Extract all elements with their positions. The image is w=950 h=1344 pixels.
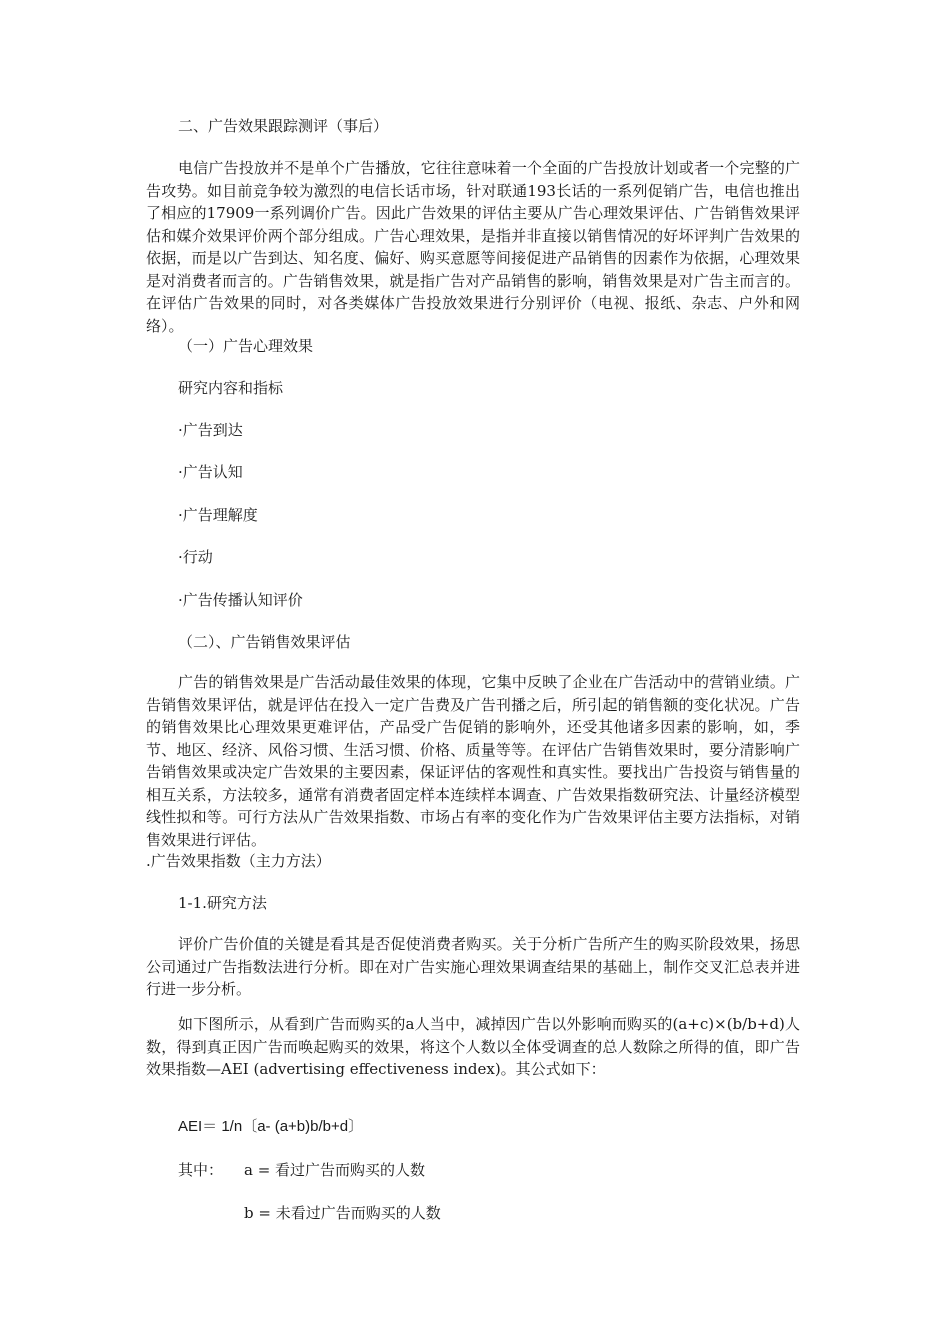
figure-paragraph: 如下图所示，从看到广告而购买的a人当中，减掉因广告以外影响而购买的(a+c)×(b/b+d)人数，得到真正因广告而唤起购买的效果，将这个人数以全体受调查的总人数除之所得的值，即广告效果指数—AEI (advertising effectiveness index)。其公式如下： — [146, 1015, 800, 1078]
intro-paragraph: 电信广告投放并不是单个广告播放，它往往意味着一个全面的广告投放计划或者一个完整的广告攻势。如目前竞争较为激烈的电信长话市场，针对联通193长话的一系列促销广告，电信也推出了相应的17909一系列调价广告。因此广告效果的评估主要从广告心理效果评估、广告销售效果评估和媒介效果评价两个部分组成。广告心理效果，是指并非直接以销售情况的好坏评判广告效果的依据，而是以广告到达、知名度、偏好、购买意愿等间接促进产品销售的因素作为依据，心理效果是对消费者而言的。广告销售效果，就是指广告对产品销售的影响，销售效果是对广告主而言的。在评估广告效果的同时，对各类媒体广告投放效果进行分别评价（电视、报纸、杂志、户外和网络）。 — [146, 159, 800, 335]
indicator-item: ·广告传播认知评价 — [178, 591, 303, 609]
definition-b: b = 未看过广告而购买的人数 — [244, 1204, 441, 1222]
subsection-title-sales: （二）、广告销售效果评估 — [178, 633, 351, 651]
method-paragraph: 评价广告价值的关键是看其是否促使消费者购买。关于分析广告所产生的购买阶段效果，扬思公司通过广告指数法进行分析。即在对广告实施心理效果调查结果的基础上，制作交叉汇总表并进行进一步分析。 — [146, 935, 800, 998]
sales-paragraph: 广告的销售效果是广告活动最佳效果的体现，它集中反映了企业在广告活动中的营销业绩。广告销售效果评估，就是评估在投入一定广告费及广告刊播之后，所引起的销售额的变化状况。广告的销售效果比心理效果更难评估，产品受广告促销的影响外，还受其他诸多因素的影响，如，季节、地区、经济、风俗习惯、生活习惯、价格、质量等等。在评估广告销售效果时，要分清影响广告销售效果或决定广告效果的主要因素，保证评估的客观性和真实性。要找出广告投资与销售量的相互关系，方法较多，通常有消费者固定样本连续样本调查、广告效果指数研究法、计量经济模型线性拟和等。可行方法从广告效果指数、市场占有率的变化作为广告效果评估主要方法指标，对销售效果进行评估。 — [146, 673, 800, 849]
indicator-item: ·广告认知 — [178, 463, 243, 481]
method-heading: 1-1.研究方法 — [178, 894, 267, 912]
aei-formula: AEI＝ 1/n〔a- (a+b)b/b+d〕 — [178, 1118, 364, 1135]
indicator-item: ·行动 — [178, 548, 213, 566]
definition-a: a = 看过广告而购买的人数 — [244, 1161, 426, 1179]
subsection-title-psychological: （一）广告心理效果 — [178, 337, 314, 355]
indicator-item: ·广告到达 — [178, 421, 243, 439]
indicator-item: ·广告理解度 — [178, 506, 258, 524]
research-heading: 研究内容和指标 — [178, 379, 284, 397]
where-label: 其中： — [178, 1161, 224, 1179]
aei-heading: .广告效果指数（主力方法） — [146, 852, 331, 870]
section-title: 二、广告效果跟踪测评（事后） — [178, 117, 389, 135]
